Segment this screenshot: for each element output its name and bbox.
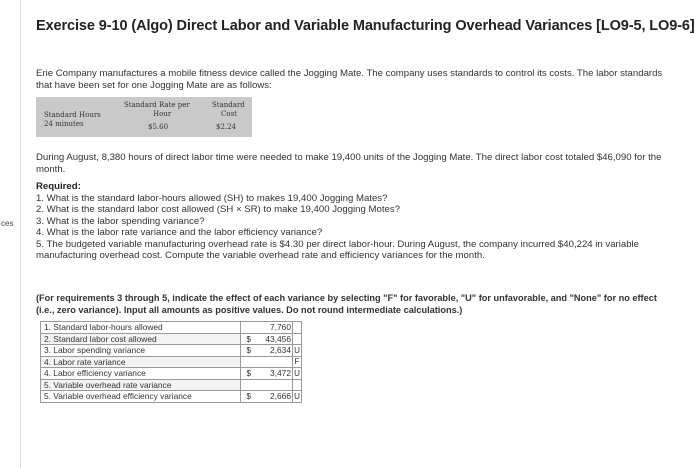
effect-select[interactable]: F bbox=[293, 356, 302, 368]
answer-input[interactable] bbox=[251, 379, 293, 391]
facts-paragraph: During August, 8,380 hours of direct labor time were needed to make 19,400 units of the Jogging Mate. The direct labor cost totaled $46,090 for the month. bbox=[36, 152, 662, 175]
answer-row bbox=[41, 356, 302, 368]
instructions-note: (For requirements 3 through 5, indicate the effect of each variance by selecting "F" for favorable, "U" for unfavorable, and "None" for no effect (i.e., zero variance). Input all amounts as positive values. Do not round intermediate calculations.) bbox=[36, 293, 657, 315]
required-item: 4. What is the labor rate variance and the labor efficiency variance? bbox=[36, 227, 323, 238]
answer-label: 5. Variable overhead rate variance bbox=[41, 379, 241, 391]
answer-label: 2. Standard labor cost allowed bbox=[41, 333, 241, 345]
required-item: 3. What is the labor spending variance? bbox=[36, 215, 205, 227]
answer-label: 4. Labor rate variance bbox=[41, 356, 241, 368]
answer-input[interactable]: 7,760 bbox=[251, 322, 293, 334]
effect-select[interactable] bbox=[293, 322, 302, 334]
answer-currency: $ bbox=[241, 368, 252, 380]
answer-label: 4. Labor efficiency variance bbox=[41, 368, 241, 380]
effect-select[interactable]: U bbox=[294, 368, 300, 378]
answer-row bbox=[41, 379, 302, 391]
answer-currency: $ bbox=[241, 345, 252, 357]
effect-select[interactable]: U bbox=[294, 391, 300, 401]
effect-select[interactable] bbox=[293, 379, 302, 391]
answer-currency bbox=[241, 356, 252, 368]
answer-row bbox=[41, 391, 302, 403]
required-section bbox=[36, 181, 686, 262]
answer-label: 5. Variable overhead efficiency variance bbox=[41, 391, 241, 403]
std-cost-value: $2.24 bbox=[216, 123, 237, 131]
answer-currency: $ bbox=[241, 391, 252, 403]
exercise-title: Exercise 9-10 (Algo) Direct Labor and Variable Manufacturing Overhead Variances [LO9-5, LO9-6] bbox=[36, 18, 695, 34]
side-label: ces bbox=[1, 219, 14, 228]
required-item: 1. What is the standard labor-hours allowed (SH) to makes 19,400 Jogging Mates? bbox=[36, 192, 388, 204]
answer-label: 3. Labor spending variance bbox=[41, 345, 241, 357]
required-item: 5. The budgeted variable manufacturing overhead rate is $4.30 per direct labor-hour. During August, the company incurred $40,224 in variable manufacturing overhead cost. Compute the variable overhead rate and efficiency variances for the month. bbox=[36, 238, 640, 261]
required-heading: Required: bbox=[36, 181, 81, 192]
intro-paragraph: Erie Company manufactures a mobile fitness device called the Jogging Mate. The company uses standards to control its costs. The labor standards that have been set for one Jogging Mate are as follows: bbox=[36, 68, 663, 91]
answer-input[interactable]: 43,456 bbox=[251, 333, 293, 345]
answer-input[interactable]: 3,472 bbox=[251, 368, 293, 380]
answer-currency bbox=[241, 322, 252, 334]
answer-label: 1. Standard labor-hours allowed bbox=[41, 322, 241, 334]
answer-input[interactable]: 2,666 bbox=[251, 391, 293, 403]
std-header-rate-unit: Hour bbox=[153, 110, 172, 118]
answer-row bbox=[41, 333, 302, 345]
effect-select[interactable]: U bbox=[294, 345, 300, 355]
std-rate-value: $5.60 bbox=[148, 123, 169, 131]
answer-currency bbox=[241, 379, 252, 391]
std-header-cost: Standard bbox=[212, 101, 245, 109]
answer-row bbox=[41, 345, 302, 357]
std-header-hours: Standard Hours bbox=[44, 111, 101, 119]
std-header-rate: Standard Rate per bbox=[124, 101, 190, 109]
required-item: 2. What is the standard labor cost allowed (SH × SR) to make 19,400 Jogging Motes? bbox=[36, 204, 400, 215]
answer-row bbox=[41, 322, 302, 334]
std-hours-value: 24 minutes bbox=[44, 120, 84, 128]
left-panel-divider bbox=[20, 0, 21, 468]
standards-table bbox=[36, 97, 252, 137]
answer-input[interactable]: 2,634 bbox=[251, 345, 293, 357]
std-header-cost-unit: Cost bbox=[221, 110, 237, 118]
answer-input[interactable] bbox=[251, 356, 293, 368]
answer-row bbox=[41, 368, 302, 380]
answer-currency: $ bbox=[241, 333, 252, 345]
effect-select[interactable] bbox=[293, 333, 302, 345]
answer-table bbox=[40, 321, 302, 403]
